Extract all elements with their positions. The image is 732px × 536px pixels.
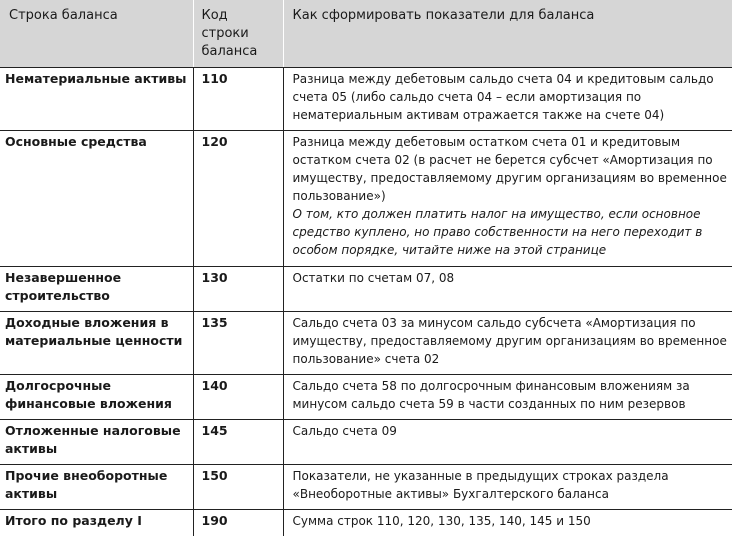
row-item-long-term-investments: Долгосрочные финансовые вложения [0, 375, 193, 420]
table-row [0, 68, 732, 131]
description-text: Разница между дебетовым сальдо счета 04 и кредитовым сальдо счета 05 (либо сальдо счета 04 – если амортизация по нематериальным активам отражается также на счете 04) [292, 72, 714, 122]
row-item-other-noncurrent-assets: Прочие внеоборотные активы [0, 465, 193, 510]
table-row [0, 312, 732, 375]
row-description [283, 465, 732, 510]
header-balance-line: Строка баланса [0, 0, 193, 68]
row-item-intangible-assets: Нематериальные активы [0, 68, 193, 131]
table-row [0, 131, 732, 267]
description-text: Показатели, не указанные в предыдущих строках раздела «Внеоборотные активы» Бухгалтерского баланса [292, 469, 669, 501]
description-text: Разница между дебетовым остатком счета 01 и кредитовым остатком счета 02 (в расчет не берется субсчет «Амортизация по имуществу, предоставляемому другим организациям во временное пользование») [292, 135, 727, 203]
row-description [283, 131, 732, 267]
reference-note: О том, кто должен платить налог на имущество, если основное средство куплено, но право собственности на него переходит в особом порядке, читайте ниже на этой странице [292, 207, 703, 257]
row-code: 130 [193, 267, 283, 312]
description-text: Сальдо счета 09 [292, 424, 397, 438]
table-row [0, 267, 732, 312]
description-text: Сальдо счета 03 за минусом сальдо субсчета «Амортизация по имуществу, предоставляемому другим организациям во временное пользование» счета 02 [292, 316, 727, 366]
row-description [283, 68, 732, 131]
description-text: Остатки по счетам 07, 08 [292, 271, 455, 285]
table-row [0, 375, 732, 420]
row-code: 135 [193, 312, 283, 375]
row-code: 110 [193, 68, 283, 131]
row-code: 150 [193, 465, 283, 510]
description-text: Сальдо счета 58 по долгосрочным финансовым вложениям за минусом сальдо счета 59 в части созданных по ним резервов [292, 379, 690, 411]
table-header [0, 0, 732, 68]
row-code: 145 [193, 420, 283, 465]
row-item-income-investments: Доходные вложения в материальные ценности [0, 312, 193, 375]
row-code: 140 [193, 375, 283, 420]
row-description [283, 312, 732, 375]
row-item-construction-in-progress: Незавершенное строительство [0, 267, 193, 312]
row-code: 120 [193, 131, 283, 267]
table-body [0, 68, 732, 536]
table-row [0, 465, 732, 510]
row-item-deferred-tax-assets: Отложенные налоговые активы [0, 420, 193, 465]
row-code: 190 [193, 510, 283, 536]
header-line-code: Код строки баланса [193, 0, 283, 68]
header-how-to-form: Как сформировать показатели для баланса [283, 0, 732, 68]
row-description [283, 420, 732, 465]
header-row [0, 0, 732, 68]
row-description [283, 267, 732, 312]
table-row [0, 420, 732, 465]
description-text: Сумма строк 110, 120, 130, 135, 140, 145 и 150 [292, 514, 591, 528]
row-description [283, 375, 732, 420]
row-item-fixed-assets: Основные средства [0, 131, 193, 267]
row-item-section-total: Итого по разделу I [0, 510, 193, 536]
